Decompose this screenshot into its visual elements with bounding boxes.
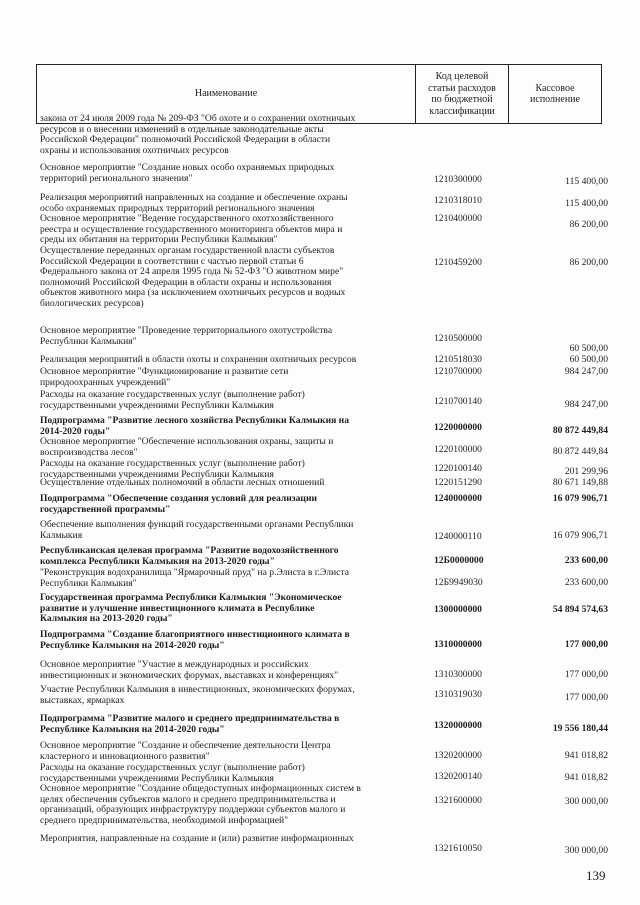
row-name: Основное мероприятие "Ведение государственного охотхозяйственного реестра и осуществление государственного мониторинга объектов мира и среды их обитания на территории Республики Калмыкия" bbox=[40, 213, 343, 246]
row-name: Реализация мероприятий в области охоты и сохранения охотничьих ресурсов bbox=[40, 354, 357, 365]
row-name: Основное мероприятие "Проведение территориального охотустройства Республики Калмыкия" bbox=[40, 325, 333, 347]
row-amount: 177 000,00 bbox=[564, 639, 608, 650]
row-name: Основное мероприятие "Создание новых особо охраняемых природных территорий регионального значения" bbox=[40, 162, 335, 184]
row-code: 1210518030 bbox=[434, 354, 482, 365]
row-amount: 115 400,00 bbox=[565, 176, 608, 187]
row-code: 1220100140 bbox=[434, 463, 482, 474]
row-amount: 941 018,82 bbox=[564, 772, 608, 783]
row-name: Основное мероприятие "Создание общедоступных информационных систем в целях обеспечения субъектов малого и среднего предпринимательства и организаций, образующих инфраструктуру поддержки субъектов малого и среднего предпринимательства, необходимой информацией" bbox=[40, 783, 361, 826]
row-code: 1310000000 bbox=[434, 639, 482, 650]
row-code: 1210400000 bbox=[434, 213, 482, 224]
row-code: 1210500000 bbox=[434, 333, 482, 344]
page-number: 139 bbox=[586, 868, 606, 883]
row-amount: 941 018,82 bbox=[564, 750, 608, 761]
row-amount: 300 000,00 bbox=[564, 845, 608, 856]
row-amount: 177 000,00 bbox=[564, 692, 608, 703]
header-amount-label: Кассовое исполнение bbox=[530, 82, 580, 105]
row-code: 1310319030 bbox=[434, 689, 482, 700]
header-code-cell bbox=[416, 65, 509, 123]
row-amount: 233 600,00 bbox=[564, 577, 608, 588]
row-amount: 300 000,00 bbox=[564, 796, 608, 807]
row-name: Подпрограмма "Обеспечение создания условий для реализации государственной программы" bbox=[40, 493, 318, 515]
row-code: 1320200140 bbox=[434, 771, 482, 782]
row-name: Подпрограмма "Развитие лесного хозяйства Республики Калмыкия на 2014-2020 годы" bbox=[40, 415, 350, 437]
row-amount: 984 247,00 bbox=[564, 366, 608, 377]
header-name-label: Наименование bbox=[194, 88, 258, 100]
row-amount: 984 247,00 bbox=[564, 399, 608, 410]
header-code-label: Код целевой статьи расходов по бюджетной классификации bbox=[428, 71, 496, 117]
row-code: 1220151290 bbox=[434, 477, 482, 488]
row-name: Основное мероприятие "Участие в международных и российских инвестиционных и экономических форумах, выставках и конференциях" bbox=[40, 659, 339, 681]
row-amount: 60 500,00 bbox=[569, 354, 608, 365]
row-name: Подпрограмма "Развитие малого и среднего предпринимательства в Республике Калмыкия на 2014-2020 годы" bbox=[40, 713, 340, 735]
row-name: Реализация мероприятий направленных на создание и обеспечение охраны особо охраняемых природных территорий регионального значения bbox=[40, 192, 348, 214]
row-code: 1210700140 bbox=[434, 396, 482, 407]
row-amount: 54 894 574,63 bbox=[552, 604, 608, 615]
row-code: 1321600000 bbox=[434, 795, 482, 806]
row-name: Расходы на оказание государственных услуг (выполнение работ) государственными учреждениями Республики Калмыкия bbox=[40, 762, 305, 784]
row-amount: 60 500,00 bbox=[569, 343, 608, 354]
row-amount: 16 079 906,71 bbox=[552, 530, 608, 541]
row-amount: 177 000,00 bbox=[564, 669, 608, 680]
row-name: Участие Республики Калмыкия в инвестиционных, экономических форумах, выставках, ярмарках bbox=[40, 684, 355, 706]
row-name: Расходы на оказание государственных услуг (выполнение работ) государственными учреждениями Республики Калмыкия bbox=[40, 389, 305, 411]
row-code: 1310300000 bbox=[434, 669, 482, 680]
row-name: Государственная программа Республики Калмыкия "Экономическое развитие и улучшение инвестиционного климата в Республике Калмыкия на 2013-2020 годы" bbox=[40, 592, 342, 625]
row-amount: 19 556 180,44 bbox=[552, 723, 608, 734]
row-name: закона от 24 июля 2009 года № 209-ФЗ "Об охоте и о сохранении охотничьих ресурсов и о внесении изменений в отдельные законодательные акты Российской Федерации" полномочий Российской Федерации в области охраны и использования охотничьих ресурсов bbox=[40, 113, 356, 156]
row-name: "Реконструкция водохранилища "Ярмарочный пруд" на р.Элиста в г.Элиста Республики Калмыкия" bbox=[40, 567, 349, 589]
row-code: 1321610050 bbox=[434, 843, 482, 854]
row-name: Осуществление переданных органам государственной власти субъектов Российской Федерации в соответствии с частью первой статьи 6 Федерального закона от 24 апреля 1995 года № 52-ФЗ "О животном мире" полномочий Российской Федерации в области охраны и использования объектов животного мира (за исключением охотничьих ресурсов и водных биологических ресурсов) bbox=[40, 245, 346, 309]
row-name: Мероприятия, направленные на создание и (или) развитие информационных bbox=[40, 833, 354, 844]
row-amount: 16 079 906,71 bbox=[552, 493, 608, 504]
row-amount: 80 872 449,84 bbox=[552, 425, 608, 436]
row-amount: 201 299,96 bbox=[564, 466, 608, 477]
row-code: 1220100000 bbox=[434, 444, 482, 455]
row-code: 1320200000 bbox=[434, 750, 482, 761]
row-code: 1210318010 bbox=[434, 195, 482, 206]
row-code: 1320000000 bbox=[434, 720, 482, 731]
row-code: 1240000110 bbox=[434, 531, 482, 542]
row-amount: 86 200,00 bbox=[569, 219, 608, 230]
row-code: 12Б0000000 bbox=[434, 555, 484, 566]
row-name: Обеспечение выполнения функций государственными органами Республики Калмыкия bbox=[40, 519, 354, 541]
row-amount: 80 671 149,88 bbox=[552, 477, 608, 488]
row-name: Основное мероприятие "Обеспечение использования охраны, защиты и воспроизводства лесов" bbox=[40, 436, 334, 458]
row-code: 12Б9949030 bbox=[434, 577, 483, 588]
row-name: Подпрограмма "Создание благоприятного инвестиционного климата в Республике Калмыкия на 2014-2020 годы" bbox=[40, 629, 350, 651]
row-amount: 115 400,00 bbox=[565, 198, 608, 209]
row-name: Республиканская целевая программа "Развитие водохозяйственного комплекса Республики Калмыкия на 2013-2020 годы" bbox=[40, 545, 339, 567]
row-name: Основное мероприятие "Создание и обеспечение деятельности Центра кластерного и инновационного развития" bbox=[40, 740, 331, 762]
row-code: 1210700000 bbox=[434, 366, 482, 377]
row-amount: 86 200,00 bbox=[569, 257, 608, 268]
row-code: 1220000000 bbox=[434, 422, 482, 433]
row-name: Основное мероприятие "Функционирование и развитие сети природоохранных учреждений" bbox=[40, 366, 289, 388]
header-amount-cell bbox=[509, 65, 601, 123]
row-code: 1240000000 bbox=[434, 493, 482, 504]
row-amount: 80 872 449,84 bbox=[552, 446, 608, 457]
row-amount: 233 600,00 bbox=[564, 555, 608, 566]
row-code: 1210300000 bbox=[434, 174, 482, 185]
row-name: Осуществление отдельных полномочий в области лесных отношений bbox=[40, 477, 325, 488]
row-name: Расходы на оказание государственных услуг (выполнение работ) государственными учреждениями Республики Калмыкия bbox=[40, 458, 305, 480]
row-code: 1210459200 bbox=[434, 257, 482, 268]
row-code: 1300000000 bbox=[434, 604, 482, 615]
